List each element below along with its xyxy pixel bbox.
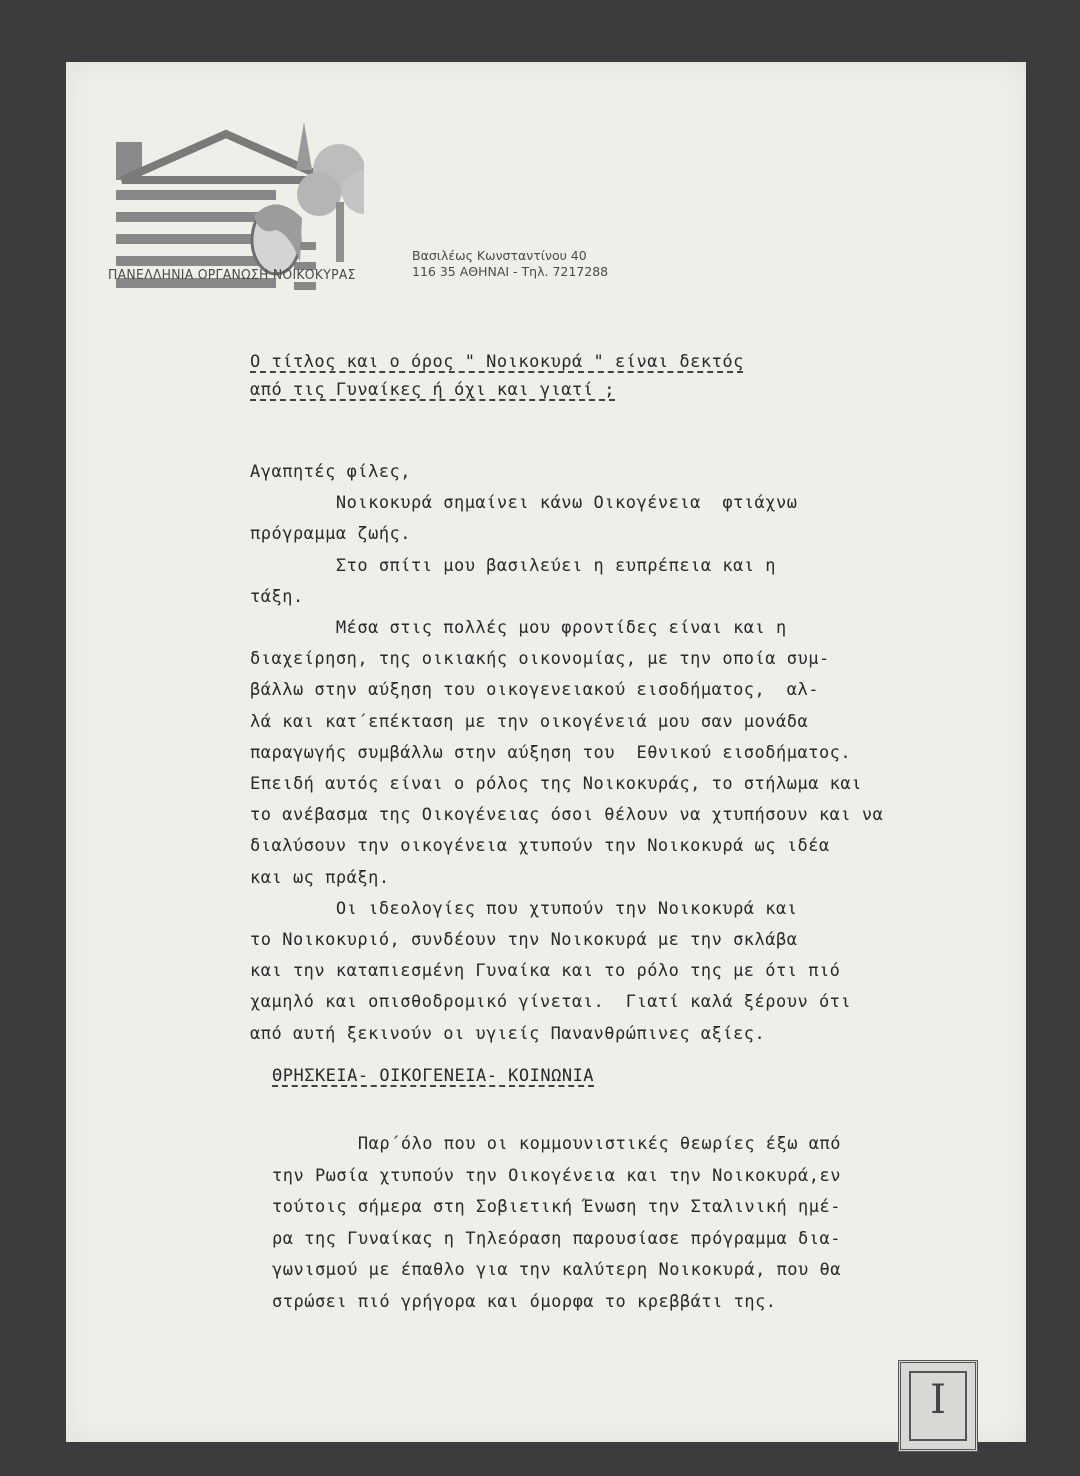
text-line: γωνισμού με έπαθλο για την καλύτερη Νοικοκυρά, που θα bbox=[272, 1260, 841, 1280]
section-heading: ΘΡΗΣΚΕΙΑ- ΟΙΚΟΓΕΝΕΙΑ- ΚΟΙΝΩΝΙΑ bbox=[272, 1066, 595, 1086]
text-line: βάλλω στην αύξηση του οικογενειακού εισοδήματος, αλ- bbox=[250, 680, 819, 701]
text-line: διαχείρηση, της οικιακής οικονομίας, με την οποία συμ- bbox=[250, 649, 830, 670]
text-line: Νοικοκυρά σημαίνει κάνω Οικογένεια φτιάχνω bbox=[250, 493, 798, 514]
text-line: παραγωγής συμβάλλω στην αύξηση του Εθνικού εισοδήματος. bbox=[250, 742, 852, 763]
address-city-phone: 116 35 ΑΘΗΝΑΙ - Τηλ. 7217288 bbox=[412, 264, 609, 279]
text-line: Οι ιδεολογίες που χτυπούν την Νοικοκυρά και bbox=[250, 898, 798, 919]
text-line: Επειδή αυτός είναι ο ρόλος της Νοικοκυράς, το στήλωμα και bbox=[250, 774, 862, 794]
text-line: και ως πράξη. bbox=[250, 867, 390, 888]
title-line-1: Ο τίτλος και ο όρος " Νοικοκυρά " είναι δεκτός bbox=[250, 352, 744, 372]
text-line: τούτοις σήμερα στη Σοβιετική Ένωση την Σταλινική ημέ- bbox=[272, 1197, 841, 1217]
text-line: Παρ΄όλο που οι κομμουνιστικές θεωρίες έξω από bbox=[272, 1134, 841, 1154]
text-line: το Νοικοκυριό, συνδέουν την Νοικοκυρά με την σκλάβα bbox=[250, 930, 798, 950]
text-line: το ανέβασμα της Οικογένειας όσοι θέλουν να χτυπήσουν και να bbox=[250, 805, 884, 826]
document-page bbox=[66, 62, 1026, 1442]
text-line: Μέσα στις πολλές μου φροντίδες είναι και η bbox=[250, 618, 787, 638]
letterhead-address bbox=[412, 248, 608, 280]
text-line: Αγαπητές φίλες, bbox=[250, 462, 412, 482]
text-line: λά και κατ΄επέκταση με την οικογένειά μου σαν μονάδα bbox=[250, 711, 809, 732]
address-street: Βασιλέως Κωνσταντίνου 40 bbox=[412, 248, 587, 263]
text-line: τάξη. bbox=[250, 586, 304, 607]
text-line: Στο σπίτι μου βασιλεύει η ευπρέπεια και η bbox=[250, 555, 777, 576]
text-line: ρα της Γυναίκας η Τηλεόραση παρουσίασε πρόγραμμα δια- bbox=[272, 1228, 841, 1249]
text-line: πρόγραμμα ζωής. bbox=[250, 524, 412, 545]
text-line: από αυτή ξεκινούν οι υγιείς Πανανθρώπινες αξίες. bbox=[250, 1023, 766, 1044]
title-line-2: από τις Γυναίκες ή όχι και γιατί ; bbox=[250, 380, 615, 400]
text-line: και την καταπιεσμένη Γυναίκα και το ρόλο της με ότι πιό bbox=[250, 961, 841, 982]
text-line: την Ρωσία χτυπούν την Οικογένεια και την Νοικοκυρά,εν bbox=[272, 1165, 841, 1186]
text-line: διαλύσουν την οικογένεια χτυπούν την Νοικοκυρά ως ιδέα bbox=[250, 836, 830, 857]
organization-name: ΠΑΝΕΛΛΗΝΙΑ ΟΡΓΑΝΩΣΗ ΝΟΙΚΟΚΥΡΑΣ bbox=[108, 267, 356, 283]
text-line: στρώσει πιό γρήγορα και όμορφα το κρεββάτι της. bbox=[272, 1291, 777, 1312]
text-line: χαμηλό και οπισθοδρομικό γίνεται. Γιατί καλά ξέρουν ότι bbox=[250, 992, 852, 1013]
library-monogram-stamp-icon: Ι bbox=[898, 1360, 978, 1452]
